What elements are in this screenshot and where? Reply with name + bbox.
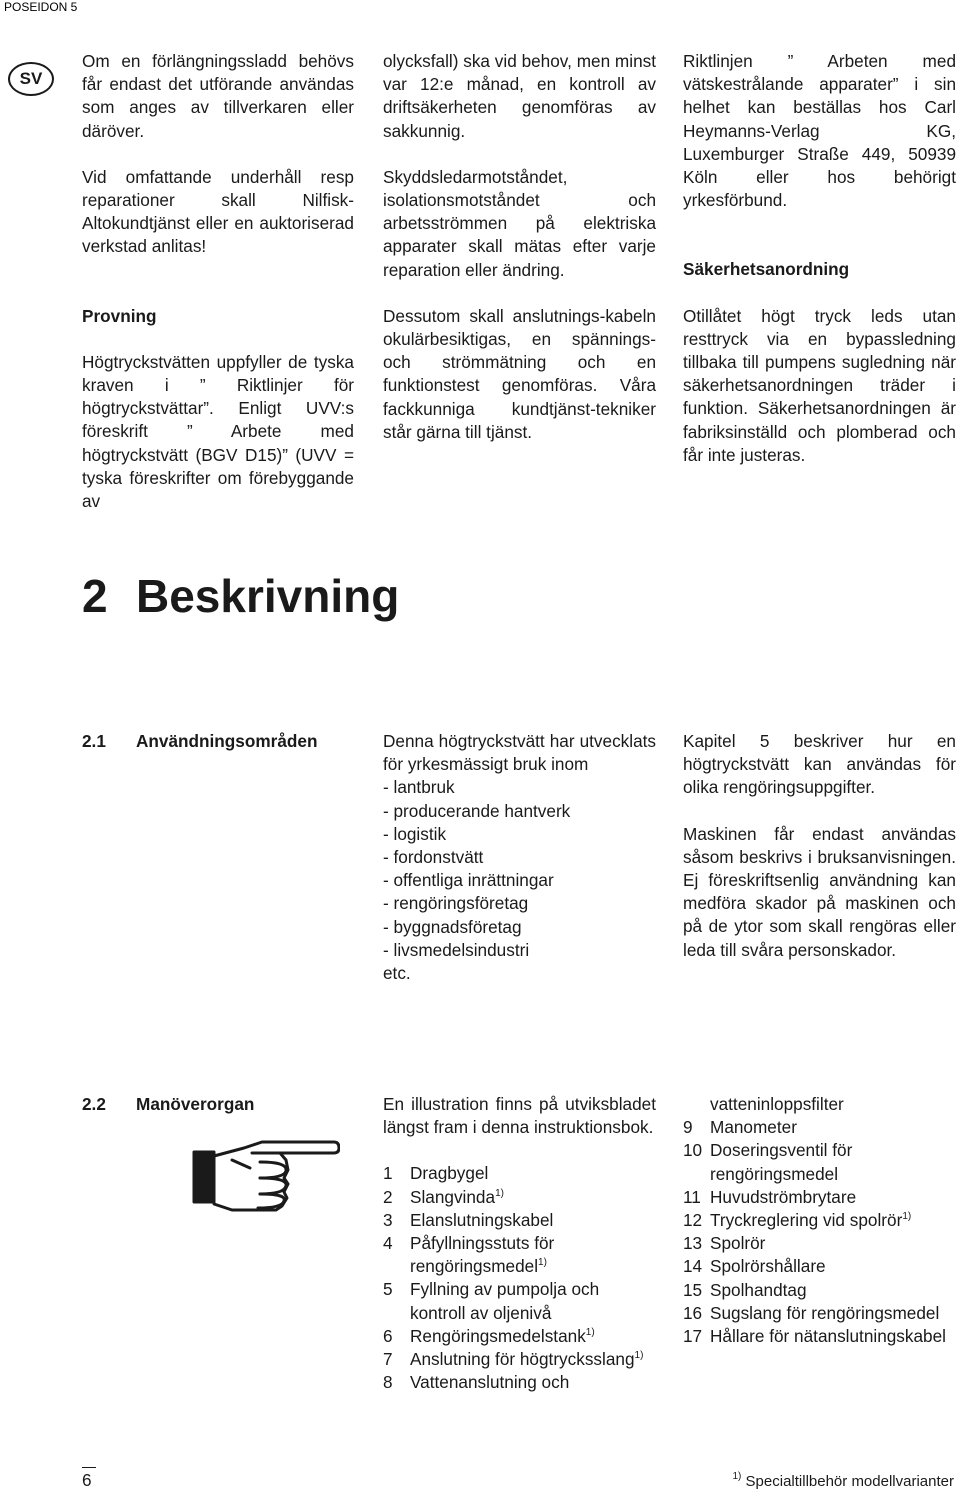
control-item-12: 12 Tryckreglering vid spolrör$^{1)}$ bbox=[683, 1210, 912, 1231]
provning-paragraph: Högtryckstvätten uppfyller de tyska kraven i ” Riktlinjer för högtryckstvättar”. Enligt UVV:s föreskrift ” Arbete med högtryckstvätt (BGV D15)” (UVV = tyska föreskrifter om förebyggande av bbox=[82, 351, 354, 512]
control-item-17: 17 Hållare för nätanslutningskabel bbox=[683, 1326, 946, 1347]
usage-list-item: - livsmedelsindustri bbox=[383, 939, 530, 960]
control-item-13: 13 Spolrör bbox=[683, 1233, 766, 1254]
inspection-continued-paragraph: olycksfall) ska vid behov, men minst var 12:e månad, en kontroll av driftsäkerheten genomföras av sakkunnig. bbox=[383, 51, 656, 141]
illustration-reference-paragraph: En illustration finns på utviksbladet längst fram i denna instruktionsbok. bbox=[383, 1094, 656, 1138]
control-item-1: 1 Dragbygel bbox=[383, 1163, 489, 1184]
controls-list-a bbox=[383, 1162, 656, 1394]
safety-device-heading: Säkerhetsanordning bbox=[683, 259, 850, 280]
control-item-14: 14 Spolrörshållare bbox=[683, 1256, 826, 1277]
footer-rule bbox=[82, 1467, 96, 1468]
usage-list-item: - lantbruk bbox=[383, 777, 455, 798]
usage-list-item: - offentliga inrättningar bbox=[383, 870, 554, 891]
control-item-5: 5 Fyllning av pumpolja och kontroll av oljenivå bbox=[383, 1279, 600, 1323]
chapter-heading bbox=[82, 566, 399, 626]
footnote-marker: 1) bbox=[634, 1350, 644, 1362]
control-item-16: 16 Sugslang för rengöringsmedel bbox=[683, 1302, 940, 1323]
resistance-measurement-paragraph: Skyddsledarmotståndet, isolationsmotståndet och arbetsströmmen på elektriska apparater skall mätas efter varje reparation eller ändring. bbox=[383, 166, 656, 280]
usage-list bbox=[383, 776, 656, 985]
usage-notes-column bbox=[683, 730, 956, 962]
footnote-marker: 1) bbox=[538, 1257, 547, 1269]
control-item-2: 2 Slangvinda$^{1)}$ bbox=[383, 1186, 504, 1207]
control-item-10: 10 Doseringsventil för rengöringsmedel bbox=[683, 1140, 853, 1184]
provning-heading: Provning bbox=[82, 305, 157, 326]
usage-list-item: - byggnadsföretag bbox=[383, 916, 522, 937]
control-item-11: 11 Huvudströmbrytare bbox=[683, 1186, 857, 1207]
section-2-1-number: 2.1 bbox=[82, 731, 106, 751]
intended-use-warning-paragraph: Maskinen får endast användas såsom beskrivs i bruksanvisningen. Ej föreskriftsenlig användning kan medföra skador på maskinen och på de ytor som skall rengöras eller leda till svåra personskador. bbox=[683, 823, 956, 960]
page-number: 6 bbox=[82, 1470, 92, 1490]
extension-cord-paragraph: Om en förlängningssladd behövs får endast det utförande användas som anges av tillverkaren eller däröver. bbox=[82, 51, 354, 141]
usage-list-item: - fordonstvätt bbox=[383, 847, 484, 868]
section-2-1-title: Användningsområden bbox=[136, 731, 318, 751]
cable-inspection-paragraph: Dessutom skall anslutnings-kabeln okulärbesiktigas, en spännings- och strömmätning och en funktionstest genomföras. Våra fackkunniga kundtjänst-tekniker står gärna till tjänst. bbox=[383, 305, 656, 442]
safety-device-paragraph: Otillåtet högt tryck leds utan resttryck via en bypassledning tillbaka till pumpens sugledning när säkerhetsanordningen träder i funktion. Säkerhetsanordningen är fabriksinställd och plomberad och får inte justeras. bbox=[683, 305, 956, 465]
footnote-mark: 1) bbox=[732, 1471, 742, 1482]
section-2-2-title: Manöverorgan bbox=[136, 1094, 255, 1114]
control-item-9: 9 Manometer bbox=[683, 1117, 797, 1138]
controls-list-b bbox=[683, 1093, 956, 1348]
guideline-order-paragraph: Riktlinjen ” Arbeten med vätskestrålande apparater” i sin helhet kan beställas hos Carl Heymanns-Verlag KG, Luxemburger Straße 449, 50939 Köln eller hos behörigt yrkesförbund. bbox=[683, 51, 956, 211]
usage-list-item: etc. bbox=[383, 963, 411, 984]
footnote-marker: 1) bbox=[495, 1187, 504, 1199]
control-item-6: 6 Rengöringsmedelstank$^{1)}$ bbox=[383, 1325, 595, 1346]
footnote bbox=[732, 1472, 954, 1492]
controls-column-1 bbox=[383, 1093, 656, 1394]
top-column-2 bbox=[383, 50, 656, 444]
control-item-15: 15 Spolhandtag bbox=[683, 1279, 807, 1300]
usage-list-item: - producerande hantverk bbox=[383, 800, 571, 821]
control-item-8: 8 Vattenanslutning och bbox=[383, 1372, 570, 1393]
footnote-marker: 1) bbox=[902, 1211, 912, 1223]
top-column-1 bbox=[82, 50, 354, 513]
section-2-1-heading bbox=[82, 730, 317, 753]
control-item-8-continued: vatteninloppsfilter bbox=[710, 1094, 844, 1114]
usage-intro: Denna högtryckstvätt har utvecklats för yrkesmässigt bruk inom bbox=[383, 731, 656, 775]
chapter-5-reference-paragraph: Kapitel 5 beskriver hur en högtryckstvätt kan användas för olika rengöringsuppgifter. bbox=[683, 731, 956, 798]
footnote-text: Specialtillbehör modellvarianter bbox=[745, 1473, 954, 1490]
footnote-marker: 1) bbox=[585, 1326, 595, 1338]
control-item-4: 4 Påfyllningsstuts för rengöringsmedel$^{1)}$ bbox=[383, 1233, 555, 1277]
top-column-3 bbox=[683, 50, 956, 467]
controls-column-2 bbox=[683, 1093, 956, 1348]
maintenance-paragraph: Vid omfattande underhåll resp reparationer skall Nilfisk-Altokundtjänst eller en auktoriserad verkstad anlitas! bbox=[82, 166, 354, 257]
control-item-7: 7 Anslutning för högtrycksslang$^{1)}$ bbox=[383, 1349, 644, 1370]
control-item-3: 3 Elanslutningskabel bbox=[383, 1209, 554, 1230]
document-header-tag: POSEIDON 5 bbox=[4, 0, 78, 14]
section-2-2-heading bbox=[82, 1093, 254, 1116]
usage-list-item: - logistik bbox=[383, 823, 447, 844]
pointing-hand-icon bbox=[192, 1138, 340, 1216]
chapter-number: 2 bbox=[82, 570, 108, 622]
usage-list-item: - rengöringsföretag bbox=[383, 893, 529, 914]
chapter-title: Beskrivning bbox=[136, 570, 400, 622]
usage-areas-column bbox=[383, 730, 656, 985]
language-badge: SV bbox=[8, 62, 54, 96]
section-2-2-number: 2.2 bbox=[82, 1094, 106, 1114]
